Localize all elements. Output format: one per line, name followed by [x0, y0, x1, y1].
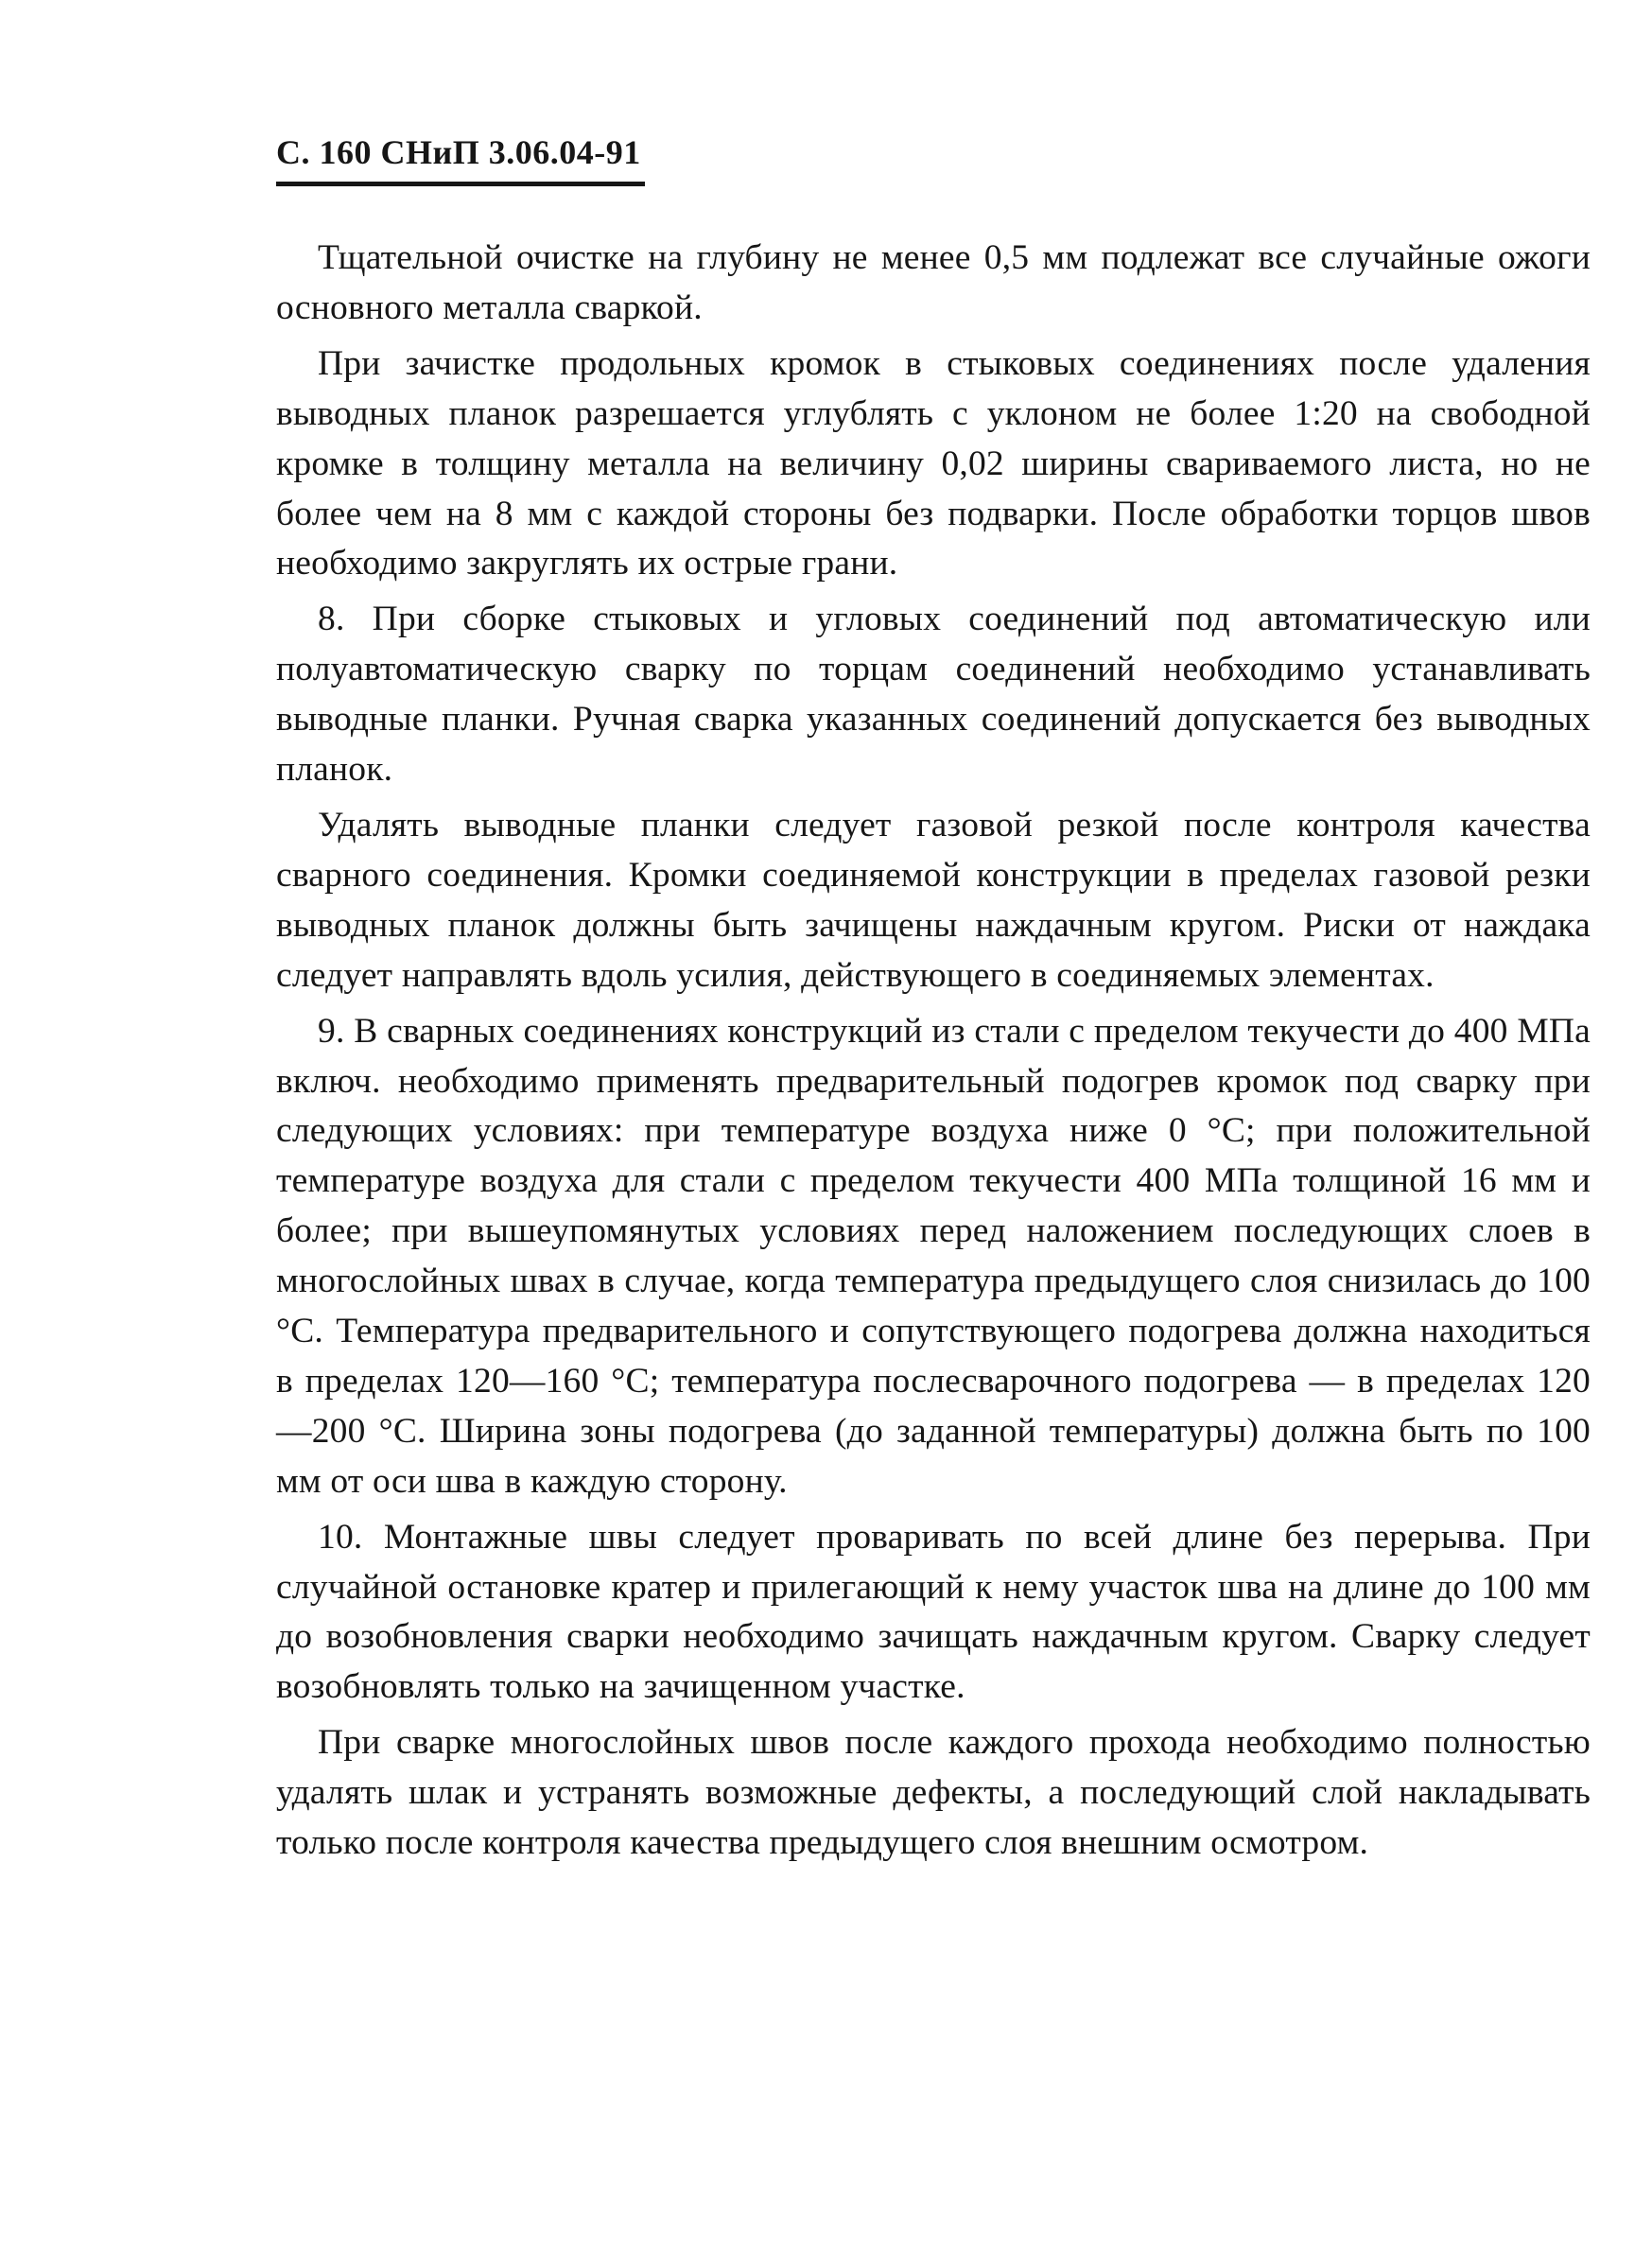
header-rule — [276, 182, 645, 186]
body-text — [276, 234, 1591, 1874]
running-header: С. 160 СНиП 3.06.04-91 — [276, 133, 641, 171]
paragraph: При сварке многослойных швов после каждого прохода необходимо полностью удалять шлак и устранять возможные дефекты, а последующий слой накладывать только после контроля качества предыдущего слоя внешним осмотром. — [276, 1723, 1591, 1863]
paragraph: 10. Монтажные швы следует проваривать по всей длине без перерыва. При случайной остановке кратер и прилегающий к нему участок шва на длине до 100 мм до возобновления сварки необходимо зачищать наждачным кругом. Сварку следует возобновлять только на зачищенном участке. — [276, 1517, 1591, 1707]
paragraph: 9. В сварных соединениях конструкций из стали с пределом текучести до 400 МПа включ. необходимо применять предварительный подогрев кромок под сварку при следующих условиях: при температуре воздуха ниже 0 °С; при положительной температуре воздуха для стали с пределом текучести 400 МПа толщиной 16 мм и более; при вышеупомянутых условиях перед наложением последующих слоев в многослойных швах в случае, когда температура предыдущего слоя снизилась до 100 °С. Температура предварительного и сопутствующего подогрева должна находиться в пределах 120—160 °С; температура послесварочного подогрева — в пределах 120—200 °С. Ширина зоны подогрева (до заданной температуры) должна быть по 100 мм от оси шва в каждую сторону. — [276, 1011, 1591, 1501]
paragraph: Удалять выводные планки следует газовой резкой после контроля качества сварного соединения. Кромки соединяемой конструкции в пределах газовой резки выводных планок должны быть зачищены наждачным кругом. Риски от наждака следует направлять вдоль усилия, действующего в соединяемых элементах. — [276, 805, 1591, 995]
paragraph: При зачистке продольных кромок в стыковых соединениях после удаления выводных планок разрешается углублять с уклоном не более 1:20 на свободной кромке в толщину металла на величину 0,02 ширины свариваемого листа, но не более чем на 8 мм с каждой стороны без подварки. После обработки торцов швов необходимо закруглять их острые грани. — [276, 343, 1591, 583]
paragraph: 8. При сборке стыковых и угловых соединений под автоматическую или полуавтоматическую сварку по торцам соединений необходимо устанавливать выводные планки. Ручная сварка указанных соединений допускается без выводных планок. — [276, 600, 1591, 790]
paragraph: Тщательной очистке на глубину не менее 0,5 мм подлежат все случайные ожоги основного металла сваркой. — [276, 238, 1591, 327]
